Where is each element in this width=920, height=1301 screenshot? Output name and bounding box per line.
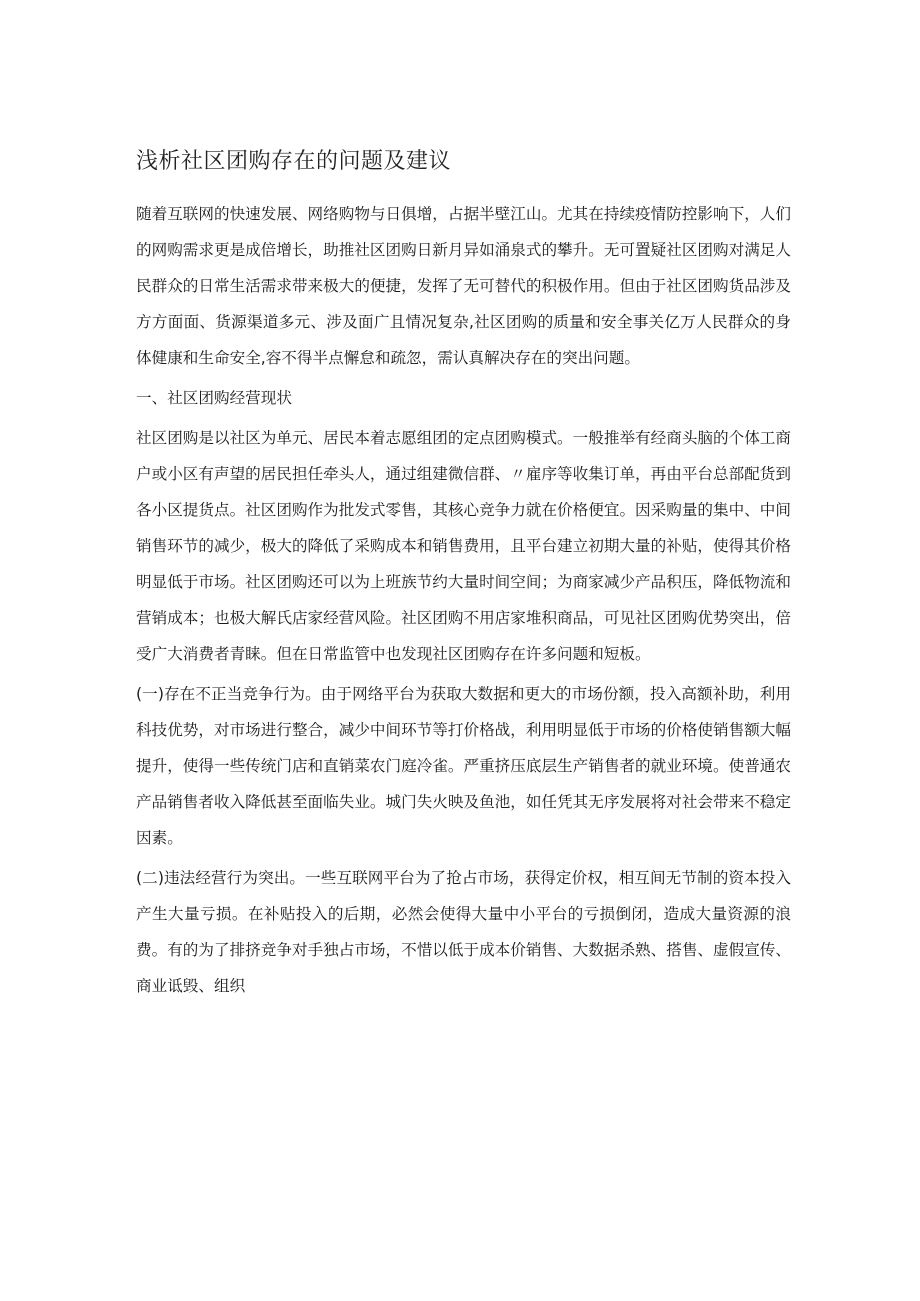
document-body — [136, 146, 791, 1008]
issue-paragraph-1: (一)存在不正当竞争行为。由于网络平台为获取大数据和更大的市场份额，投入高额补助，利用科技优势，对市场进行整合，减少中间环节等打价格战，利用明显低于市场的价格使销售额大幅提升，使得一些传统门店和直销菜农门庭冷雀。严重挤压底层生产销售者的就业环境。使普通农产品销售者收入降低甚至面临失业。城门失火映及鱼池，如任凭其无序发展将对社会带来不稳定因素。 — [136, 685, 791, 847]
document-title: 浅析社区团购存在的问题及建议 — [136, 149, 452, 174]
section-heading-1: 一、社区团购经营现状 — [136, 389, 292, 407]
intro-paragraph: 随着互联网的快速发展、网络购物与日俱增，占据半壁江山。尤其在持续疫情防控影响下，人们的网购需求更是成倍增长，助推社区团购日新月异如涌泉式的攀升。无可置疑社区团购对满足人民群众的日常生活需求带来极大的便捷，发挥了无可替代的积极作用。但由于社区团购货品涉及方方面面、货源渠道多元、涉及面广且情况复杂,社区团购的质量和安全事关亿万人民群众的身体健康和生命安全,容不得半点懈怠和疏忽，需认真解决存在的突出问题。 — [136, 205, 791, 367]
issue-paragraph-2: (二)违法经营行为突出。一些互联网平台为了抢占市场，获得定价权，相互间无节制的资本投入产生大量亏损。在补贴投入的后期，必然会使得大量中小平台的亏损倒闭，造成大量资源的浪费。有的为了排挤竞争对手独占市场，不惜以低于成本价销售、大数据杀熟、搭售、虚假宣传、商业诋毁、组织 — [136, 869, 791, 995]
status-paragraph: 社区团购是以社区为单元、居民本着志愿组团的定点团购模式。一般推举有经商头脑的个体工商户或小区有声望的居民担任牵头人，通过组建微信群、〃雇序等收集订单，再由平台总部配货到各小区提货点。社区团购作为批发式零售，其核心竞争力就在价格便宜。因采购量的集中、中间销售环节的减少，极大的降低了采购成本和销售费用，且平台建立初期大量的补贴，使得其价格明显低于市场。社区团购还可以为上班族节约大量时间空间；为商家减少产品积压，降低物流和营销成本；也极大解氏店家经营风险。社区团购不用店家堆积商品，可见社区团购优势突出，倍受广大消费者青睐。但在日常监管中也发现社区团购存在许多问题和短板。 — [136, 429, 791, 663]
